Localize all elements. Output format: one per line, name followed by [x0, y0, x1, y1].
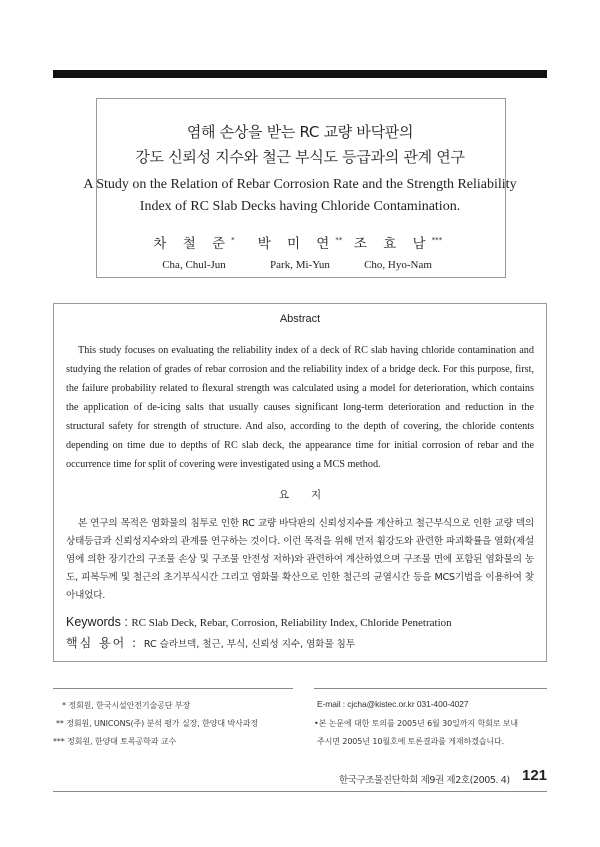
journal-info: 한국구조물진단학회 제9권 제2호(2005. 4) [339, 775, 510, 786]
footer-rule [53, 791, 547, 792]
page-number: 121 [522, 767, 548, 784]
summary-heading: 요지 [278, 489, 344, 501]
footnote-rule-left [53, 688, 293, 689]
author-1 [139, 232, 249, 271]
author-1-english: Cha, Chul-Jun [162, 259, 226, 271]
header-rule [53, 70, 547, 78]
author-2-english: Park, Mi-Yun [270, 259, 330, 271]
author-3 [343, 232, 453, 271]
author-1-korean: 차 철 준 [153, 236, 232, 252]
abstract-heading: Abstract [279, 313, 321, 325]
author-3-english: Cho, Hyo-Nam [364, 259, 432, 271]
footnote-discussion-2: 주시면 2005년 10월호에 토론결과를 게재하겠습니다. [317, 737, 505, 746]
title-english-line-1: A Study on the Relation of Rebar Corrosion Rate and the Strength Reliability [83, 177, 517, 192]
footnote-author-2: ** 정회원, UNICONS(주) 분석 평가 실장, 한양대 박사과정 [56, 719, 258, 728]
author-3-korean: 조 효 남 [353, 236, 432, 252]
author-1-mark: * [231, 236, 235, 244]
title-korean-line-1: 염해 손상을 받는 RC 교량 바닥판의 [186, 123, 414, 141]
keywords-korean-value: RC 슬라브덱, 철근, 부식, 신뢰성 지수, 염화물 침투 [143, 639, 356, 650]
footnote-rule-right [314, 688, 547, 689]
summary-text: 본 연구의 목적은 염화물의 침투로 인한 RC 교량 바닥판의 신뢰성지수를 계산하고 철근부식으로 인한 교량 덱의 상태등급과 신뢰성지수와의 관계를 연구하는 것이다. 이런 목적을 위해 먼저 휨강도와 관련한 파괴확률을 열화(제설염에 의한 장기간의 구조물 손상 및 구조물 안전성 저하)와 관련하여 계산하였으며 구조물 면에 포함된 염화물의 농도, 피복두께 및 철근의 초기부식시간 그리고 염화물 확산으로 인한 철근의 균열시간 등을 MCS기법을 이용하여 찾아내었다. [66, 518, 534, 601]
author-2-mark: ** [335, 236, 343, 244]
keywords: Keywords : RC Slab Deck, Rebar, Corrosion, Reliability Index, Chloride Penetration [66, 615, 452, 629]
abstract-text: This study focuses on evaluating the reliability index of a deck of RC slab having chloride contamination and studying the relation of grades of rebar corrosion and the reliability index of a bridge deck. For this purpose, first, the failure probability related to flexural strength was calculated using a model for deterioration, which contains the application of de-icing salts that usually causes significant long-term deterioration and reduction in the structural safety for strength of structure. And also, according to the depth of covering, the chloride contents depending on time due to depths of RC slab deck, the appearance time for initial corrosion of rebar and the occurrence time for split of covering were investigated using a MCS method. [66, 345, 534, 470]
footnote-author-3: *** 정회원, 한양대 토목공학과 교수 [53, 737, 177, 746]
title-english-line-2: Index of RC Slab Decks having Chloride Contamination. [139, 199, 461, 214]
footnote-email: E-mail : cjcha@kistec.or.kr 031-400-4027 [317, 699, 469, 709]
keywords-value: RC Slab Deck, Rebar, Corrosion, Reliability Index, Chloride Penetration [131, 617, 452, 629]
title-korean-line-2: 강도 신뢰성 지수와 철근 부식도 등급과의 관계 연구 [135, 148, 465, 166]
keywords-korean: 핵심 용어 : RC 슬라브덱, 철근, 부식, 신뢰성 지수, 염화물 침투 [66, 636, 356, 650]
author-2 [245, 232, 355, 271]
keywords-korean-label: 핵심 용어 [66, 636, 127, 650]
footnote-discussion-1: •본 논문에 대한 토의를 2005년 6월 30일까지 학회로 보내 [314, 719, 519, 728]
author-3-mark: *** [431, 236, 443, 244]
footnote-author-1: * 정회원, 한국시설안전기술공단 부장 [62, 701, 191, 710]
author-2-korean: 박 미 연 [257, 236, 336, 252]
keywords-label: Keywords [66, 615, 121, 629]
